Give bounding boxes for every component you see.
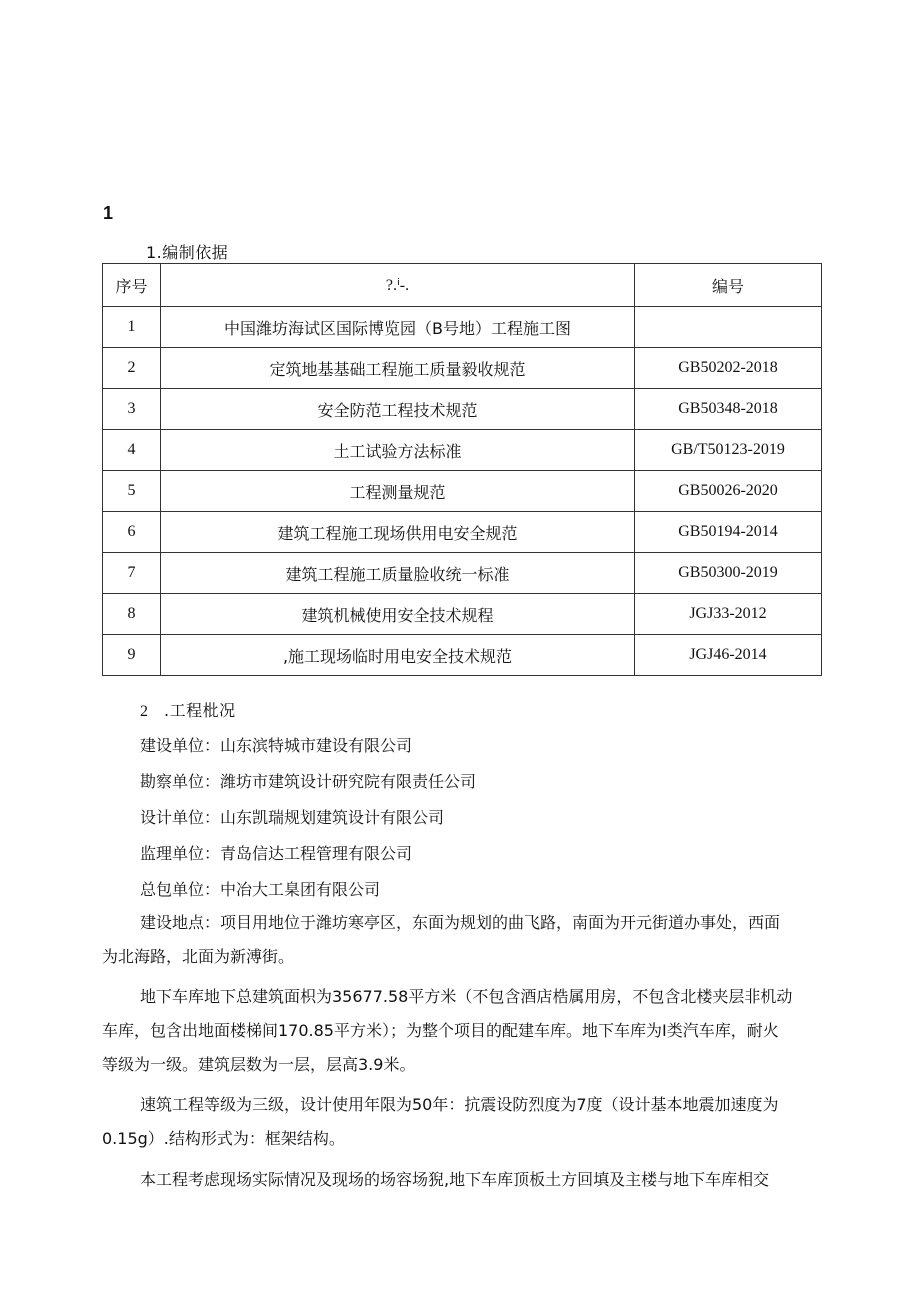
table-row: [103, 553, 822, 594]
row-name: 建筑工程施工质量脸收统一标准: [161, 553, 635, 594]
paragraph-text: 建设地点：项目用地位于潍坊寒亭区，东面为规划的曲飞路，南面为开元街道办事处，西面: [140, 913, 781, 932]
section-heading-overview: [140, 698, 236, 721]
page-number: 1: [103, 203, 114, 223]
row-code: JGJ46-2014: [635, 635, 822, 676]
paragraph-location: [102, 906, 824, 974]
paragraph-line: [102, 980, 824, 1014]
table-row: [103, 389, 822, 430]
paragraph-site-conditions: [102, 1163, 824, 1197]
general-contractor-line: 总包单位：中冶大工臬团有限公司: [140, 880, 381, 899]
paragraph-line: 0.15g）.结构形式为：框架结构。: [102, 1129, 345, 1148]
header-code: 编号: [635, 264, 822, 307]
row-no: 4: [103, 430, 161, 471]
paragraph-structure: [102, 1088, 824, 1156]
row-code: [635, 307, 822, 348]
design-unit-line: 设计单位：山东凯瑞规划建筑设计有限公司: [140, 808, 445, 827]
paragraph-line: [102, 1088, 824, 1122]
row-name: 工程测量规范: [161, 471, 635, 512]
row-name: 土工试验方法标准: [161, 430, 635, 471]
row-code: GB50300-2019: [635, 553, 822, 594]
row-no: 7: [103, 553, 161, 594]
table-row: [103, 307, 822, 348]
row-name: 中国潍坊海试区国际博览园（B号地）工程施工图: [161, 307, 635, 348]
row-code: GB50202-2018: [635, 348, 822, 389]
section-heading-basis: 1.编制依据: [146, 243, 229, 262]
table-row: [103, 635, 822, 676]
row-name: 安全防范工程技术规范: [161, 389, 635, 430]
project-units-list: [140, 728, 830, 908]
construction-unit-line: 建设单位：山东滨特城市建设有限公司: [140, 736, 413, 755]
section-heading-text: .工程枇况: [164, 701, 236, 720]
row-code: GB/T50123-2019: [635, 430, 822, 471]
paragraph-text: 本工程考虑现场实际情况及现场的场容场猊,地下车库顶板土方回填及主楼与地下车库相交: [140, 1170, 770, 1189]
table-row: [103, 594, 822, 635]
table-row: [103, 430, 822, 471]
row-name: ,施工现场临时用电安全技术规范: [161, 635, 635, 676]
header-no: 序号: [103, 264, 161, 307]
table-row: [103, 348, 822, 389]
paragraph-garage-area: [102, 980, 824, 1082]
row-no: 6: [103, 512, 161, 553]
paragraph-line: 等级为一级。建筑层数为一层，层高3.9米。: [102, 1055, 416, 1074]
header-name: ?.ⁱ-.: [161, 264, 635, 307]
row-name: 定筑地基基础工程施工质量毅收规范: [161, 348, 635, 389]
row-code: GB50348-2018: [635, 389, 822, 430]
table-row: [103, 471, 822, 512]
paragraph-line: [102, 906, 824, 940]
row-code: GB50026-2020: [635, 471, 822, 512]
row-no: 5: [103, 471, 161, 512]
row-no: 1: [103, 307, 161, 348]
section-heading-number: 2: [140, 703, 149, 720]
row-no: 2: [103, 348, 161, 389]
row-code: JGJ33-2012: [635, 594, 822, 635]
paragraph-line: 车库，包含出地面楼梯间170.85平方米）；为整个项目的配建车库。地下车库为Ⅰ类汽车库，耐火: [102, 1021, 779, 1040]
paragraph-line: [102, 1163, 824, 1197]
row-code: GB50194-2014: [635, 512, 822, 553]
row-no: 3: [103, 389, 161, 430]
paragraph-text: 速筑工程等级为三级，设计使用年限为50年：抗震设防烈度为7度（设计基本地震加速度为: [140, 1095, 779, 1114]
basis-table: [102, 263, 822, 676]
paragraph-line: 为北海路，北面为新溥街。: [102, 947, 295, 966]
row-no: 8: [103, 594, 161, 635]
supervision-unit-line: 监理单位：青岛信达工程管理有限公司: [140, 844, 413, 863]
paragraph-text: 地下车库地下总建筑面枳为35677.58平方米（不包含酒店梏属用房，不包含北楼夹层非机动: [140, 987, 793, 1006]
row-name: 建筑工程施工现场供用电安全规范: [161, 512, 635, 553]
row-name: 建筑机械使用安全技术规程: [161, 594, 635, 635]
row-no: 9: [103, 635, 161, 676]
table-row: [103, 512, 822, 553]
table-header-row: [103, 264, 822, 307]
survey-unit-line: 勘察单位：潍坊市建筑设计研究院有限责任公司: [140, 772, 477, 791]
